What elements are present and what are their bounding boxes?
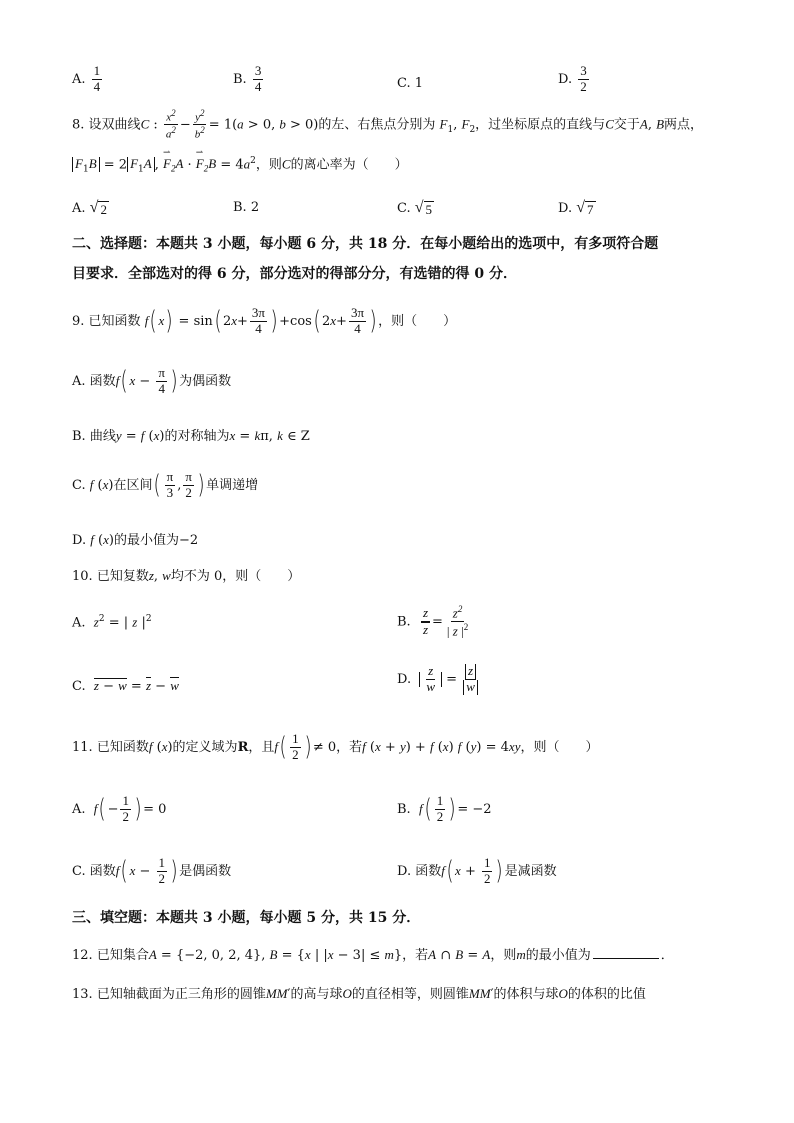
q8-stem: 8. 设双曲线C : $\frac{x^2}{a^2}$ − $\frac{y^2}{b^2}$ = 1(a > 0, b > 0)的左、右焦点分别为 $F_1$, $F_2$，过坐标原点的直线与C交于A, B两点，	[72, 108, 704, 141]
q7-option-b: B. $\frac{3}{4}$	[233, 63, 262, 94]
q11-option-c: C. 函数f( x − $\frac{1}{2}$ ) 是偶函数	[72, 855, 232, 887]
q8-condition: $F_1B = 2$ $F_1A$ , ⇀ $F_2A$ · ⇀ $F_2B = 4a^2$，则C的离心率为（ ）	[72, 156, 408, 176]
q10-option-d: D. $\frac{z}{w}$ = $\frac{z}{w}$	[397, 664, 480, 695]
fraction: $\frac{3}{2}$	[580, 63, 587, 94]
q11-option-d: D. 函数f( x + $\frac{1}{2}$ ) 是减函数	[397, 855, 557, 887]
q10-stem: 10. 已知复数z, w均不为 0，则（ ）	[72, 568, 301, 584]
sqrt: √ 2	[89, 199, 107, 217]
q9-option-b: B. 曲线y = f (x)的对称轴为x = kπ, k ∈ Z	[72, 428, 310, 444]
q11-option-a: A. f( − $\frac{1}{2}$ ) = 0	[72, 793, 167, 825]
q7-option-a: A. $\frac{1}{4}$	[72, 63, 101, 94]
q12-stem: 12. 已知集合A = {−2, 0, 2, 4}, B = {x | |x − 3| ≤ m}，若A ∩ B = A，则m的最小值为 ．	[72, 947, 674, 963]
answer-blank	[593, 946, 659, 959]
q10-option-b: B. $\frac{z}{z}$ = $\frac{z^2}{| z |^2}$	[397, 604, 469, 639]
sqrt: √ 5	[414, 199, 433, 217]
q11-stem: 11. 已知函数f (x)的定义域为R，且f( $\frac{1}{2}$ ) ≠ 0，若f (x + y) + f (x) f (y) = 4xy，则（ ）	[72, 731, 599, 763]
q9-option-a: A. 函数f( x − $\frac{\pi}{4}$ ) 为偶函数	[72, 365, 232, 397]
q11-option-b: B. f( $\frac{1}{2}$ ) = −2	[397, 793, 492, 825]
q13-stem: 13. 已知轴截面为正三角形的圆锥MM′的高与球O的直径相等，则圆锥MM′的体积与球O的体积的比值	[72, 986, 646, 1002]
q8-option-a: A. √ 2	[72, 199, 107, 217]
fraction: $\frac{3}{4}$	[254, 63, 262, 94]
sqrt: √ 7	[576, 199, 594, 217]
section2-heading-line2: 目要求．全部选对的得 6 分，部分选对的得部分分，有选错的得 0 分．	[72, 266, 517, 282]
q8-option-d: D. √ 7	[558, 199, 594, 217]
q10-option-c: C. z − w = z − w	[72, 678, 179, 694]
q10-option-a: A. $z^2$ = | z $|^2$	[72, 614, 152, 631]
q9-stem: 9. 已知函数 f( x) = sin( 2x+ $\frac{3\pi}{4}$ ) +cos( 2x+ $\frac{3\pi}{4}$ ) ，则（ ）	[72, 305, 457, 337]
q9-option-d: D. f (x)的最小值为−2	[72, 532, 199, 548]
q7-option-d: D. $\frac{3}{2}$	[558, 63, 587, 94]
fraction: $\frac{1}{4}$	[93, 63, 101, 94]
q8-option-c: C. √ 5	[397, 199, 433, 217]
q8-option-b: B. 2	[233, 200, 260, 215]
q7-option-c: C. 1	[397, 76, 424, 91]
q9-option-c: C. f (x)在区间( $\frac{\pi}{3}$ , $\frac{\pi}{2}$ ) 单调递增	[72, 469, 259, 501]
section3-heading: 三、填空题：本题共 3 小题，每小题 5 分，共 15 分．	[72, 910, 421, 926]
section2-heading-line1: 二、选择题：本题共 3 小题，每小题 6 分，共 18 分．在每小题给出的选项中，有多项符合题	[72, 236, 659, 252]
